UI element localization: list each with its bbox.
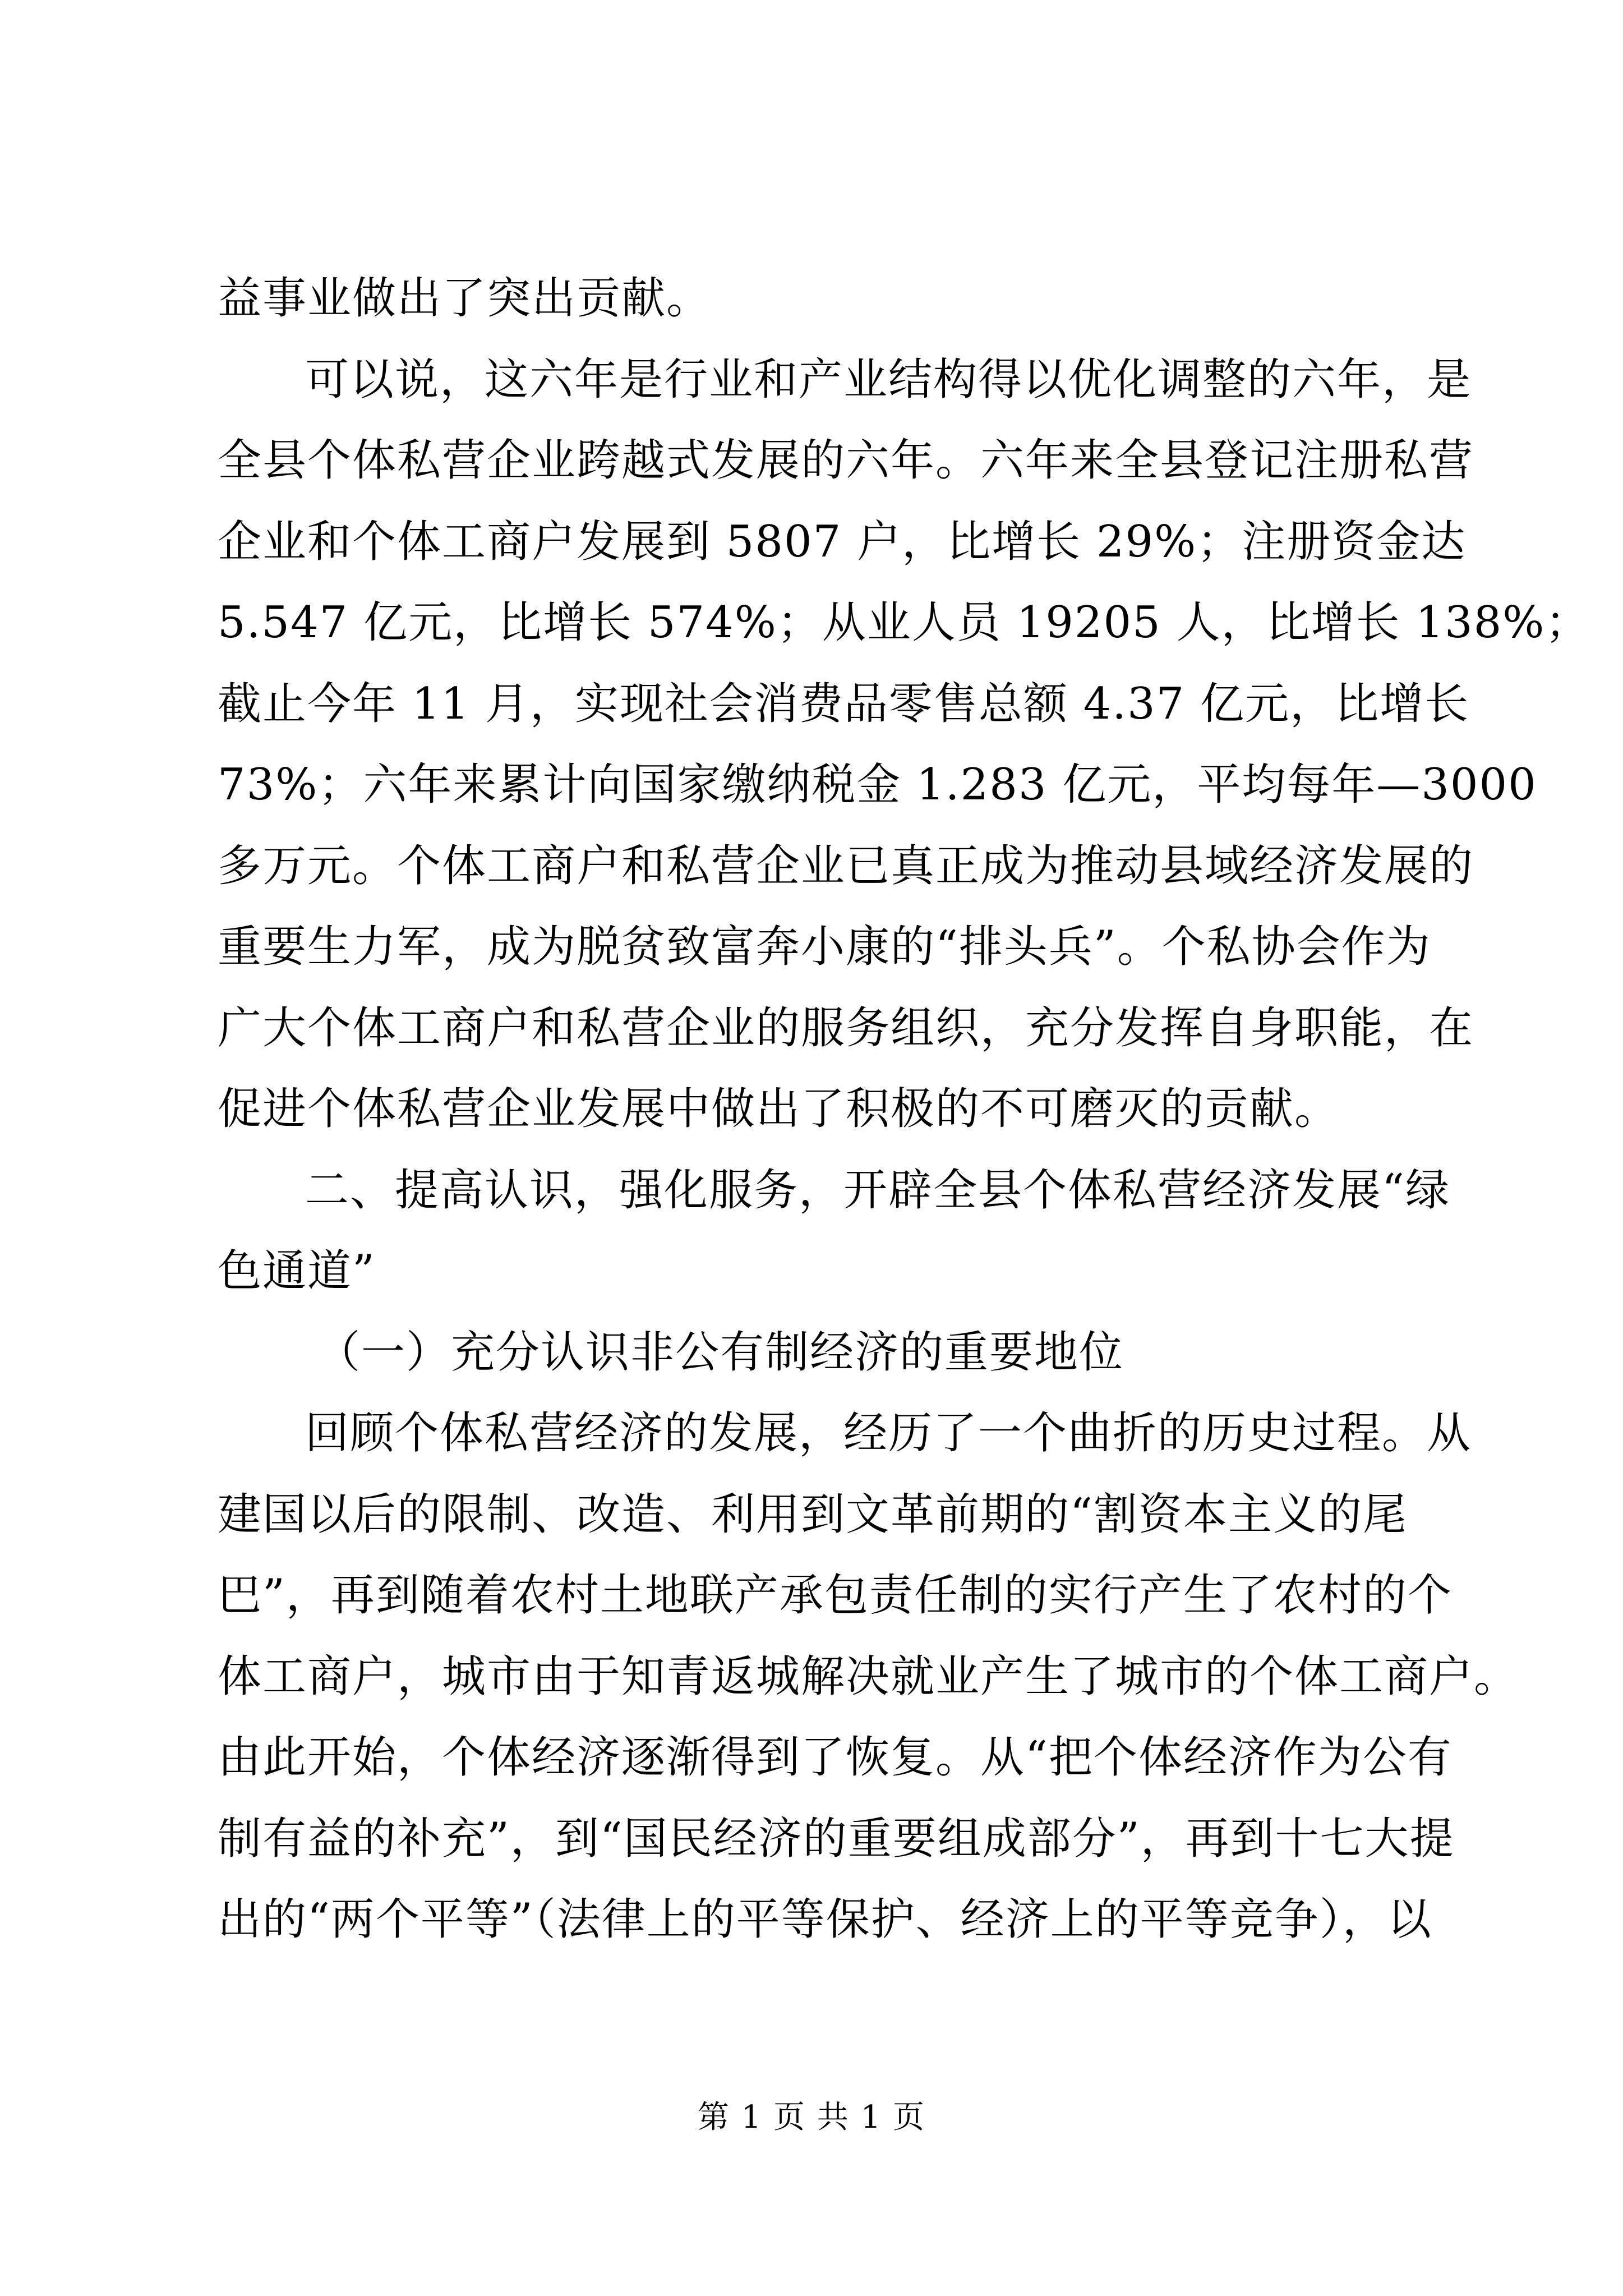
- section-heading-continued: 色通道”: [218, 1246, 376, 1296]
- section-heading: 二、提高认识，强化服务，开辟全县个体私营经济发展“绿: [305, 1165, 1450, 1216]
- subsection-heading: （一）充分认识非公有制经济的重要地位: [316, 1327, 1124, 1378]
- text-line: 截止今年 11 月，实现社会消费品零售总额 4.37 亿元，比增长: [218, 678, 1470, 729]
- text-line: 体工商户，城市由于知青返城解决就业产生了城市的个体工商户。: [218, 1651, 1519, 1702]
- paragraph-first-line: 回顾个体私营经济的发展，经历了一个曲折的历史过程。从: [305, 1408, 1472, 1458]
- text-line: 建国以后的限制、改造、利用到文革前期的“割资本主义的尾: [218, 1489, 1408, 1540]
- body-text: [218, 258, 1590, 1961]
- text-line: 促进个体私营企业发展中做出了积极的不可磨灭的贡献。: [218, 1084, 1340, 1134]
- paragraph-first-line: 可以说，这六年是行业和产业结构得以优化调整的六年，是: [305, 354, 1472, 405]
- text-line: 益事业做出了突出贡献。: [218, 273, 712, 324]
- text-line: 5.547 亿元，比增长 574%；从业人员 19205 人，比增长 138%；: [218, 597, 1590, 648]
- text-line: 73%；六年来累计向国家缴纳税金 1.283 亿元，平均每年—3000: [218, 760, 1537, 810]
- text-line: 企业和个体工商户发展到 5807 户，比增长 29%；注册资金达: [218, 516, 1467, 567]
- page-number-label: 第 1 页 共 1 页: [697, 2099, 926, 2136]
- text-line: 重要生力军，成为脱贫致富奔小康的“排头兵”。个私协会作为: [218, 922, 1431, 972]
- text-line: 广大个体工商户和私营企业的服务组织，充分发挥自身职能，在: [218, 1002, 1474, 1053]
- page-footer: [0, 2098, 1623, 2137]
- text-line: 多万元。个体工商户和私营企业已真正成为推动县域经济发展的: [218, 840, 1474, 891]
- text-line: 由此开始，个体经济逐渐得到了恢复。从“把个体经济作为公有: [218, 1732, 1453, 1783]
- text-line: 巴”，再到随着农村土地联产承包责任制的实行产生了农村的个: [218, 1570, 1453, 1621]
- text-line: 出的“两个平等”（法律上的平等保护、经济上的平等竞争），以: [218, 1894, 1432, 1945]
- text-line: 全县个体私营企业跨越式发展的六年。六年来全县登记注册私营: [218, 435, 1474, 486]
- text-line: 制有益的补充”，到“国民经济的重要组成部分”，再到十七大提: [218, 1813, 1455, 1864]
